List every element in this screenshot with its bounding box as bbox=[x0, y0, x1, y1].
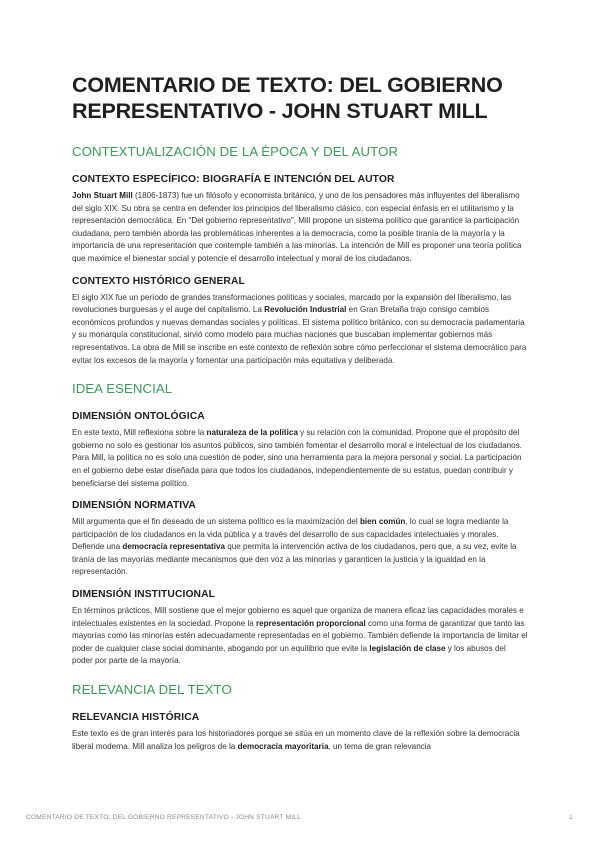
paragraph-historical-context: El siglo XIX fue un período de grandes transformaciones políticas y sociales, marcado por la expansión del liberalismo, las revoluciones burguesas y el auge del capitalismo. La Revolución Industrial en Gran Bretaña trajo consigo cambios económicos profundos y nuevas demandas sociales y políticas. El sistema político británico, con su democracia parlamentaria y su monarquía constitucional, sirvió como modelo para muchas naciones que buscaban implementar gobiernos más representativos. La obra de Mill se inscribe en este contexto de reflexión sobre cómo perfeccionar el sistema democrático para evitar los excesos de la mayoría y fomentar una participación más equitativa y deliberada. bbox=[72, 292, 527, 365]
highlight-politics-nature: naturaleza de la política bbox=[206, 428, 298, 438]
paragraph-institutional: En términos prácticos, Mill sostiene que el mejor gobierno es aquel que organiza de manera eficaz las capacidades morales e intelectuales existentes en la sociedad. Propone la representación proporcional como una forma de garantizar que tanto las mayorías como las minorías estén adecuadamente representadas en el gobierno. También defiende la importancia de limitar el poder de cualquier clase social dominante, abogando por un equilibrio que evite la legislación de clase y los abusos del poder por parte de la mayoría. bbox=[72, 606, 528, 666]
paragraph-normative: Mill argumenta que el fin deseado de un sistema político es la maximización del bien común, lo cual se logra mediante la participación de los ciudadanos en la vida pública y a través del desarrollo de sus capacidades intelectuales y morales. Defiende una democracia representativa que permita la intervención activa de los ciudadanos, pero que, a su vez, evite la tiranía de las mayorías mediante mecanismos que den voz a las minorías y garanticen la justicia y la igualdad en la representación. bbox=[72, 517, 517, 577]
subheading-historical-context: CONTEXTO HISTÓRICO GENERAL bbox=[72, 275, 245, 287]
paragraph-ontological: En este texto, Mill reflexiona sobre la naturaleza de la política y su relación con la comunidad. Propone que el propósito del gobierno no solo es gestionar los asuntos públicos, sino también fomentar el desarrollo moral e intelectual de los ciudadanos. Para Mill, la política no es solo una cuestión de poder, sino una herramienta para la mejora personal y social. La participación en el gobierno debe estar diseñada para que todos los ciudadanos, independientemente de su estatus, puedan contribuir y beneficiarse del sistema político. bbox=[72, 428, 522, 488]
highlight-author: John Stuart Mill bbox=[72, 191, 133, 200]
highlight-proportional-representation: representación proporcional bbox=[256, 618, 366, 628]
highlight-class-legislation: legislación de clase bbox=[369, 643, 446, 653]
footer-title: COMENTARIO DE TEXTO: DEL GOBIERNO REPRESENTATIVO - JOHN STUART MILL bbox=[26, 814, 301, 821]
highlight-majority-democracy: democracia mayoritaria bbox=[237, 741, 329, 751]
subheading-historical-relevance: RELEVANCIA HISTÓRICA bbox=[72, 712, 200, 724]
highlight-representative-democracy: democracia representativa bbox=[122, 542, 225, 552]
section-heading-context: CONTEXTUALIZACIÓN DE LA ÉPOCA Y DEL AUTOR bbox=[72, 144, 399, 159]
subheading-institutional: DIMENSIÓN INSTITUCIONAL bbox=[72, 589, 216, 601]
paragraph-historical-relevance: Este texto es de gran interés para los historiadores porque se sitúa en un momento clave de la reflexión sobre la democracia liberal moderna. Mill analiza los peligros de la democracia mayoritaria, un tema de gran relevancia bbox=[72, 729, 520, 751]
highlight-industrial-revolution: Revolución Industrial bbox=[264, 305, 347, 315]
document-title: COMENTARIO DE TEXTO: DEL GOBIERNO REPRESENTATIVO - JOHN STUART MILL bbox=[72, 73, 503, 123]
page-number: 1 bbox=[569, 814, 573, 821]
subheading-specific-context: CONTEXTO ESPECÍFICO: BIOGRAFÍA E INTENCIÓN DEL AUTOR bbox=[72, 174, 395, 185]
section-heading-idea: IDEA ESENCIAL bbox=[72, 381, 173, 397]
subheading-ontological: DIMENSIÓN ONTOLÓGICA bbox=[72, 411, 205, 423]
document-page bbox=[72, 72, 528, 753]
paragraph-specific-context: John Stuart Mill (1806-1873) fue un filósofo y economista británico, y uno de los pensadores más influyentes del liberalismo del siglo XIX. Su obra se centra en defender los principios del liberalismo clásico, con especial énfasis en el utilitarismo y la representación democrática. En "Del gobierno representativo", Mill propone un sistema político que garantice la participación ciudadana, pero también aborda las problemáticas inherentes a la democracia, como la posible tiranía de la mayoría y la importancia de una representación que contemple también a las minorías. La intención de Mill es proponer una teoría política que maximice el bienestar social y potencie el desarrollo intelectual y moral de los ciudadanos. bbox=[72, 191, 522, 263]
highlight-common-good: bien común bbox=[359, 517, 406, 527]
section-heading-relevance: RELEVANCIA DEL TEXTO bbox=[72, 682, 232, 698]
subheading-normative: DIMENSIÓN NORMATIVA bbox=[72, 500, 196, 512]
